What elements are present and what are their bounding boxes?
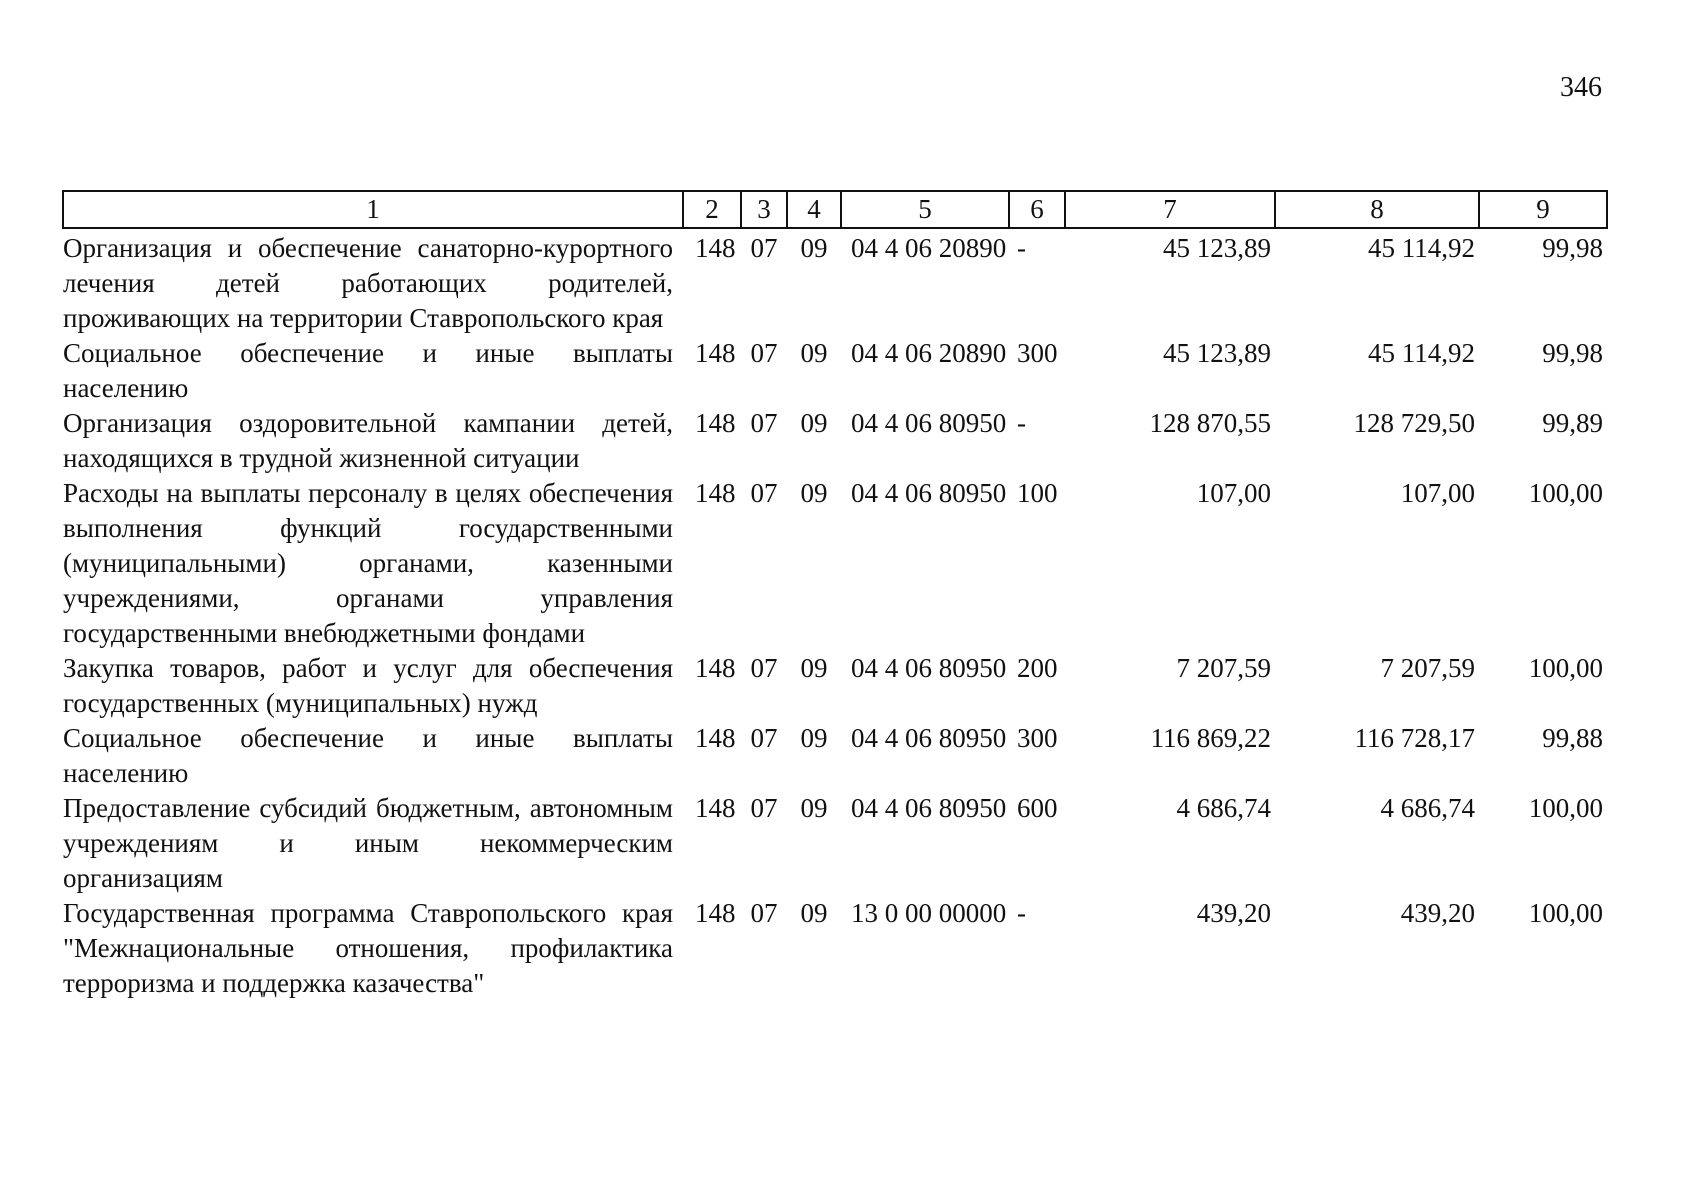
table-row [63, 228, 1607, 336]
planned-amount: 128 870,55 [1149, 408, 1271, 438]
budget-table [62, 190, 1608, 1001]
subsection-code: 09 [800, 898, 828, 928]
actual-amount: 45 114,92 [1368, 233, 1475, 263]
section-code: 07 [750, 723, 778, 753]
section-code: 07 [750, 793, 778, 823]
actual-amount: 128 729,50 [1353, 408, 1475, 438]
ministry-code: 148 [695, 653, 736, 683]
expense-type-code: 100 [1017, 478, 1058, 508]
subsection-code: 09 [800, 478, 828, 508]
expense-name: Государственная программа Ставропольского края "Межнациональные отношения, профилактика терроризма и поддержка казачества" [63, 898, 673, 998]
section-code: 07 [750, 408, 778, 438]
target-article-code: 04 4 06 80950 [851, 408, 1007, 438]
subsection-code: 09 [800, 408, 828, 438]
target-article-code: 04 4 06 20890 [851, 338, 1007, 368]
planned-amount: 7 207,59 [1176, 653, 1271, 683]
execution-percent: 99,98 [1542, 233, 1603, 263]
actual-amount: 107,00 [1400, 478, 1475, 508]
execution-percent: 100,00 [1528, 478, 1603, 508]
header-cell: 4 [787, 191, 841, 228]
actual-amount: 116 728,17 [1354, 723, 1475, 753]
header-cell: 1 [63, 191, 683, 228]
expense-name: Социальное обеспечение и иные выплаты населению [63, 723, 673, 788]
target-article-code: 04 4 06 80950 [851, 793, 1007, 823]
expense-type-code: 300 [1017, 338, 1058, 368]
table-row [63, 791, 1607, 896]
execution-percent: 100,00 [1528, 793, 1603, 823]
table-row [63, 336, 1607, 406]
ministry-code: 148 [695, 793, 736, 823]
planned-amount: 45 123,89 [1163, 233, 1271, 263]
table-row [63, 896, 1607, 1001]
subsection-code: 09 [800, 233, 828, 263]
expense-type-code: - [1017, 233, 1026, 263]
header-cell: 5 [841, 191, 1009, 228]
execution-percent: 100,00 [1528, 898, 1603, 928]
target-article-code: 13 0 00 00000 [851, 898, 1007, 928]
planned-amount: 4 686,74 [1176, 793, 1271, 823]
subsection-code: 09 [800, 653, 828, 683]
ministry-code: 148 [695, 898, 736, 928]
section-code: 07 [750, 653, 778, 683]
expense-type-code: 600 [1017, 793, 1058, 823]
execution-percent: 99,98 [1542, 338, 1603, 368]
expense-name: Расходы на выплаты персоналу в целях обеспечения выполнения функций государственными (муниципальными) органами, казенными учреждениями, органами управления государственными внебюджетными фондами [63, 478, 673, 648]
planned-amount: 116 869,22 [1150, 723, 1271, 753]
section-code: 07 [750, 898, 778, 928]
expense-type-code: 300 [1017, 723, 1058, 753]
planned-amount: 439,20 [1196, 898, 1271, 928]
subsection-code: 09 [800, 338, 828, 368]
execution-percent: 99,88 [1542, 723, 1603, 753]
actual-amount: 4 686,74 [1380, 793, 1475, 823]
expense-name: Предоставление субсидий бюджетным, автономным учреждениям и иным некоммерческим организациям [63, 793, 673, 893]
target-article-code: 04 4 06 80950 [851, 723, 1007, 753]
ministry-code: 148 [695, 408, 736, 438]
expense-name: Закупка товаров, работ и услуг для обеспечения государственных (муниципальных) нужд [63, 653, 673, 718]
expense-type-code: - [1017, 898, 1026, 928]
execution-percent: 100,00 [1528, 653, 1603, 683]
table-row [63, 651, 1607, 721]
header-cell: 2 [683, 191, 741, 228]
header-cell: 6 [1009, 191, 1065, 228]
expense-type-code: - [1017, 408, 1026, 438]
actual-amount: 7 207,59 [1380, 653, 1475, 683]
expense-name: Организация и обеспечение санаторно-курортного лечения детей работающих родителей, проживающих на территории Ставропольского края [63, 233, 673, 333]
subsection-code: 09 [800, 723, 828, 753]
expense-type-code: 200 [1017, 653, 1058, 683]
header-cell: 9 [1479, 191, 1607, 228]
target-article-code: 04 4 06 80950 [851, 478, 1007, 508]
actual-amount: 45 114,92 [1368, 338, 1475, 368]
ministry-code: 148 [695, 233, 736, 263]
section-code: 07 [750, 233, 778, 263]
execution-percent: 99,89 [1542, 408, 1603, 438]
actual-amount: 439,20 [1400, 898, 1475, 928]
table-row [63, 721, 1607, 791]
header-row [63, 191, 1607, 228]
ministry-code: 148 [695, 478, 736, 508]
page-number: 346 [1560, 72, 1602, 103]
header-cell: 3 [741, 191, 787, 228]
planned-amount: 107,00 [1196, 478, 1271, 508]
expense-name: Социальное обеспечение и иные выплаты населению [63, 338, 673, 403]
table-row [63, 406, 1607, 476]
header-cell: 7 [1065, 191, 1275, 228]
target-article-code: 04 4 06 80950 [851, 653, 1007, 683]
expense-name: Организация оздоровительной кампании детей, находящихся в трудной жизненной ситуации [63, 408, 673, 473]
section-code: 07 [750, 478, 778, 508]
ministry-code: 148 [695, 338, 736, 368]
ministry-code: 148 [695, 723, 736, 753]
table-row [63, 476, 1607, 651]
subsection-code: 09 [800, 793, 828, 823]
section-code: 07 [750, 338, 778, 368]
planned-amount: 45 123,89 [1163, 338, 1271, 368]
header-cell: 8 [1275, 191, 1479, 228]
target-article-code: 04 4 06 20890 [851, 233, 1007, 263]
